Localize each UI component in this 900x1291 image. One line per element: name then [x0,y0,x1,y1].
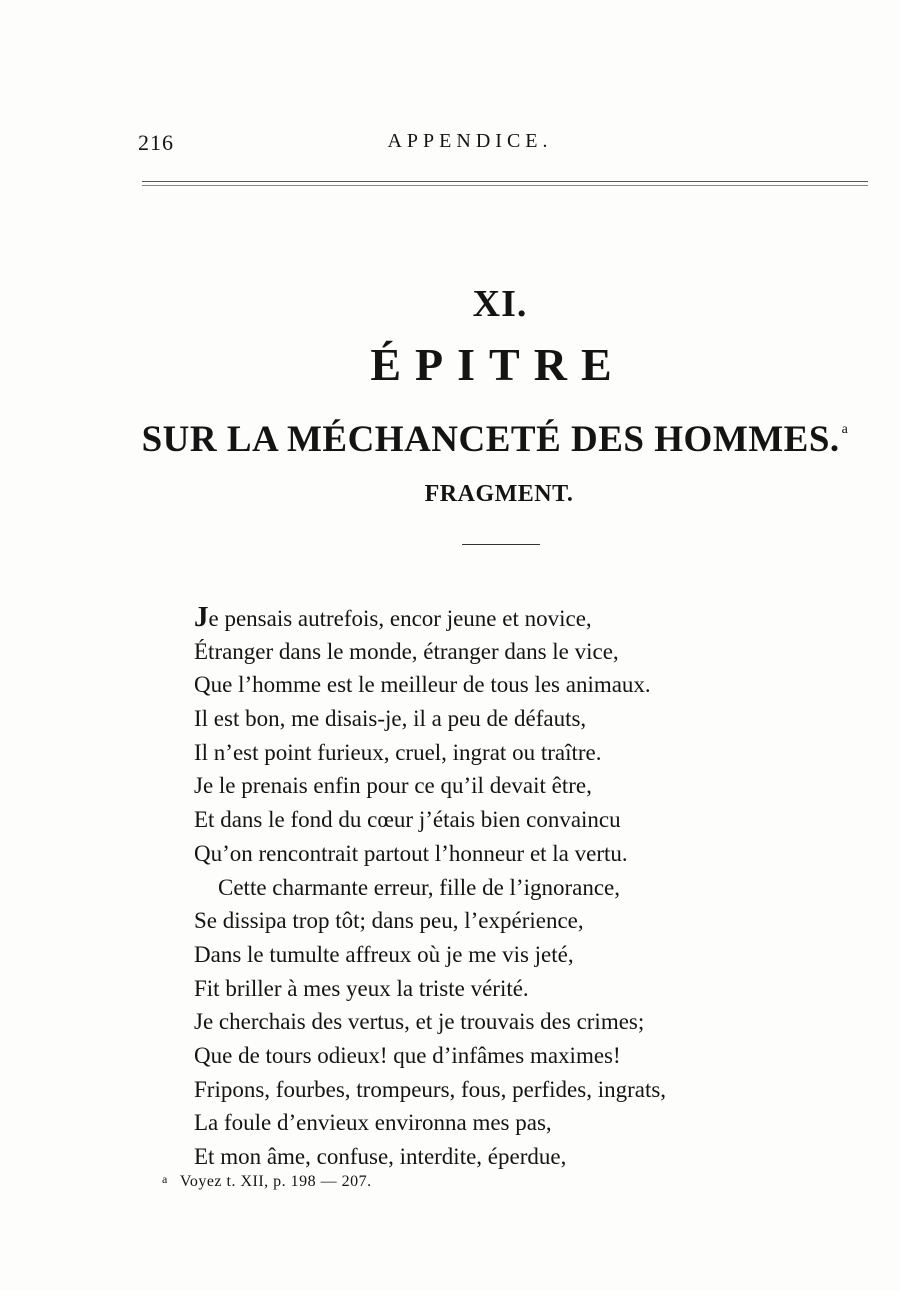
verse-line: Fit briller à mes yeux la triste vérité. [194,975,529,1001]
verse-line: Se dissipa trop tôt; dans peu, l’expérience, [194,908,584,934]
verse-line: Il n’est point furieux, cruel, ingrat ou traître. [194,739,602,765]
verse-line: Je le prenais enfin pour ce qu’il devait être, [194,773,592,799]
fragment-label: FRAGMENT. [424,481,574,507]
verse-text: e pensais autrefois, encor jeune et novice, [208,606,592,631]
footnote-reference: a [841,422,849,437]
verse-line: Je cherchais des vertus, et je trouvais des crimes; [194,1009,645,1035]
page-title: ÉPITRE [370,339,626,390]
ornament-rule [462,544,540,545]
footnote [162,1172,372,1191]
verse-line: Fripons, fourbes, trompeurs, fous, perfides, ingrats, [194,1076,667,1102]
footnote-text: Voyez t. XII, p. 198 — 207. [179,1173,372,1190]
page-subtitle [0,418,900,461]
poem [194,601,834,1174]
verse-line: Dans le tumulte affreux où je me vis jeté, [194,941,574,967]
verse-line: Il est bon, me disais-je, il a peu de défauts, [194,706,587,732]
header-rule-secondary [142,185,868,186]
verse-line: Que l’homme est le meilleur de tous les animaux. [194,672,651,698]
verse-line: Et mon âme, confuse, interdite, éperdue, [194,1144,567,1169]
verse-line [194,601,834,635]
verse-line: Étranger dans le monde, étranger dans le vice, [194,638,619,664]
drop-cap: J [194,601,209,633]
page-number: 216 [138,130,174,155]
running-head: APPENDICE. [387,130,553,152]
verse-line: Cette charmante erreur, fille de l’ignorance, [218,874,621,900]
verse-line: Et dans le fond du cœur j’étais bien convaincu [194,807,621,833]
verse-line: La foule d’envieux environna mes pas, [194,1110,552,1136]
section-number: XI. [472,283,528,325]
header-rule [142,181,868,182]
verse-line: Qu’on rencontrait partout l’honneur et la vertu. [194,840,628,866]
verse-line: Que de tours odieux! que d’infâmes maximes! [194,1042,621,1068]
footnote-mark: a [162,1172,168,1186]
subtitle-text: SUR LA MÉCHANCETÉ DES HOMMES. [141,419,840,460]
